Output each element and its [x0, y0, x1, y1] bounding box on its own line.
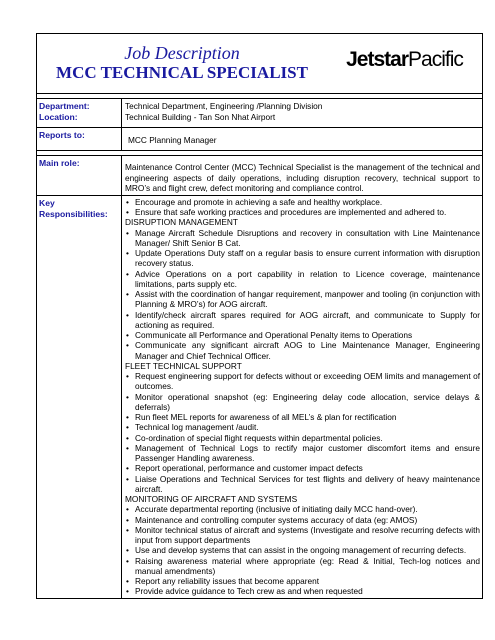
section-heading: DISRUPTION MANAGEMENT: [125, 217, 238, 228]
main-role-label: Main role:: [39, 158, 80, 169]
responsibility-item: • Assist with the coordination of hangar requirement, manpower and tooling (in conjunction with Planning & MRO’s) for AOG aircraft.: [125, 289, 480, 310]
responsibility-item: • Monitor technical status of aircraft and systems (Investigate and resolve recurring defects with input from support departments: [125, 525, 480, 546]
page-title: Job Description: [124, 43, 240, 63]
responsibility-item: • Monitor operational snapshot (eg: Engineering delay code allocation, service delays & deferrals): [125, 392, 480, 413]
section-heading: FLEET TECHNICAL SUPPORT: [125, 360, 242, 371]
responsibility-item: • Update Operations Duty staff on a regular basis to ensure current information with disruption recovery status.: [125, 248, 480, 269]
responsibility-item: • Management of Technical Logs to rectify major customer discomfort items and ensure Passenger Handling awareness.: [125, 443, 480, 464]
job-description-table: [36, 33, 483, 599]
title-block: [37, 34, 327, 93]
position-title: MCC TECHNICAL SPECIALIST: [56, 63, 308, 82]
responsibility-item: • Run fleet MEL reports for awareness of all MEL’s & plan for rectification: [125, 412, 480, 422]
header-row: [37, 34, 483, 94]
logo-light-text: Pacific: [408, 48, 463, 71]
responsibility-item: • Accurate departmental reporting (inclusive of initiating daily MCC hand-over).: [125, 504, 480, 514]
main-role-row: [37, 156, 483, 196]
responsibilities-row: [37, 195, 483, 598]
responsibilities-list: [125, 197, 480, 597]
reports-label: Reports to:: [39, 130, 85, 141]
location-value: Technical Building - Tan Son Nhat Airport: [125, 111, 276, 122]
responsibility-item: • Liaise Operations and Technical Services for test flights and delivery of heavy maintenance aircraft.: [125, 474, 480, 495]
responsibility-item: • Advice Operations on a port capability in relation to Licence coverage, maintenance limitations, parts supply etc.: [125, 269, 480, 290]
responsibility-item: • Maintenance and controlling computer systems accuracy of data (eg: AMOS): [125, 515, 480, 525]
responsibility-item: • Raising awareness material where appropriate (eg: Read & Initial, Tech-log notices and manual amendments): [125, 556, 480, 577]
responsibility-item: • Communicate any significant aircraft AOG to Line Maintenance Manager, Engineering Manager and Chief Technical Officer.: [125, 340, 480, 361]
key-label: Key: [39, 197, 55, 208]
responsibility-item: • Provide advice guidance to Tech crew as and when requested: [125, 586, 480, 596]
responsibilities-label: Responsibilities:: [39, 208, 108, 219]
location-label: Location:: [39, 112, 78, 122]
responsibility-item: • Identify/check aircraft spares required for AOG aircraft, and communicate to Supply for actioning as required.: [125, 310, 480, 331]
company-logo: [327, 34, 482, 93]
job-description-page: [36, 33, 483, 599]
responsibility-item: • Co-ordination of special flight requests within departmental policies.: [125, 433, 480, 443]
main-role-value: Maintenance Control Center (MCC) Technical Specialist is the management of the technical and engineering aspects of daily operations, including disruption recovery, technical support to MRO’s and flight crew, defect monitoring and compliance control.: [125, 162, 480, 194]
responsibility-item: • Report any reliability issues that become apparent: [125, 576, 480, 586]
logo-bold-text: Jetstar: [346, 48, 409, 71]
responsibility-item: • Use and develop systems that can assist in the ongoing management of recurring defects.: [125, 545, 480, 555]
responsibility-item: • Request engineering support for defects without or exceeding OEM limits and management of outcomes.: [125, 371, 480, 392]
responsibility-item: • Communicate all Performance and Operational Penalty items to Operations: [125, 330, 480, 340]
responsibility-item: • Report operational, performance and customer impact defects: [125, 463, 480, 473]
responsibility-item: • Ensure that safe working practices and procedures are implemented and adhered to.: [125, 207, 480, 217]
section-heading: MONITORING OF AIRCRAFT AND SYSTEMS: [125, 494, 298, 505]
reports-value: MCC Planning Manager: [128, 135, 217, 146]
department-location-row: [37, 99, 483, 128]
responsibility-item: • Technical log management /audit.: [125, 422, 480, 432]
department-value: Technical Department, Engineering /Planning Division: [125, 101, 323, 111]
department-label: Department:: [39, 101, 90, 111]
responsibility-item: • Encourage and promote in achieving a safe and healthy workplace.: [125, 197, 480, 207]
responsibility-item: • Manage Aircraft Schedule Disruptions and recovery in consultation with Line Maintenance Manager/ Shift Senior B Cat.: [125, 228, 480, 249]
reports-to-row: [37, 128, 483, 151]
